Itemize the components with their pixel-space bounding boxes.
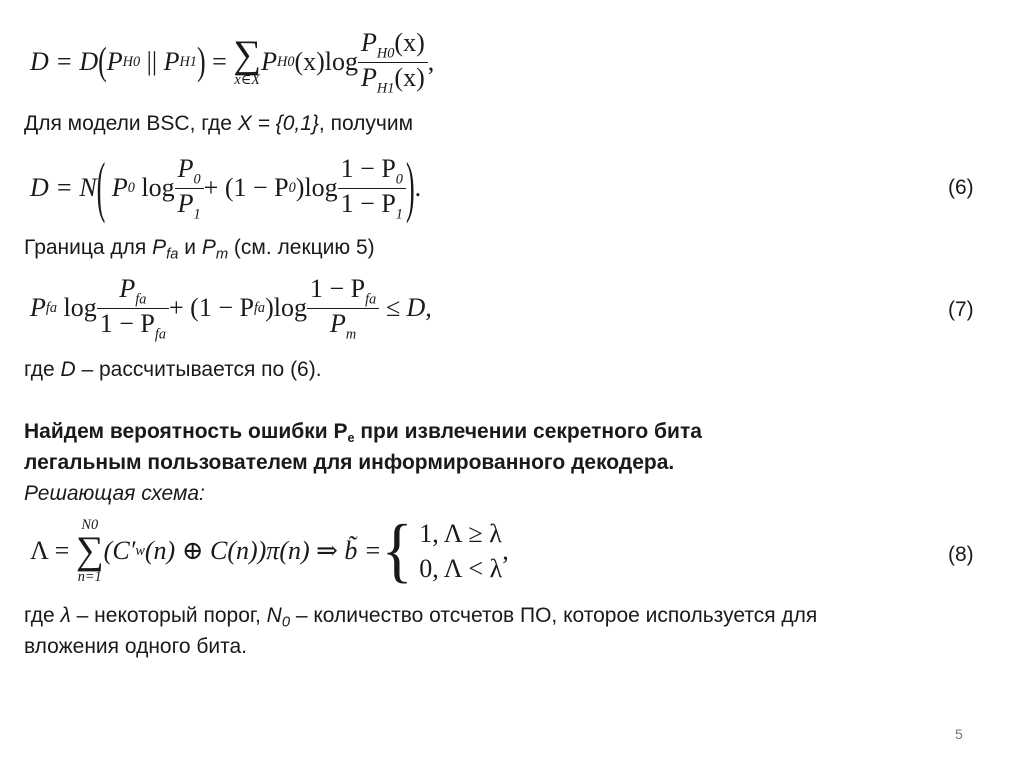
equation-label-7: (7) [948,298,974,321]
text-where-d-suffix: – рассчитывается по (6). [75,358,322,381]
formula-7-plus-sub: fa [253,299,266,316]
text-bound-prefix: Граница для [24,236,153,259]
text-bound-pfa-sub: fa [166,246,179,263]
formula-kl-arg-right: P [163,47,180,76]
formula-kl-lhs: D = D [30,47,99,76]
formula-kl-arg-left: P [106,47,123,76]
frac-num-sub: 0 [193,171,201,188]
text-where-d-prefix: где [24,358,61,381]
text-bound-and: и [178,236,202,259]
formula-6-t1: P [111,173,128,202]
frac-den: 1 − P [340,188,396,218]
sum-upper-limit: N0 [81,517,99,534]
formula-kl-eq: = [212,47,227,76]
text-bound [24,236,375,262]
frac-num-sub: fa [135,291,147,308]
heading-line-1a: Найдем вероятность ошибки P [24,420,348,443]
sum-symbol [233,33,262,89]
brace-icon: { [381,510,413,591]
paren-close: ) [196,39,206,83]
formula-7-t1-sub: fa [45,299,58,316]
frac-num-sub: 0 [395,171,403,188]
formula-8-body-a-sub: w [135,542,145,559]
frac-den-sub: 1 [193,205,201,222]
fraction-1 [175,154,204,223]
text-where-d-var: D [60,358,76,381]
formula-6-tail: . [414,173,422,202]
formula-kl-arg-left-sub: H0 [122,53,141,70]
cases [381,510,503,591]
decision-scheme-label: Решающая схема: [24,482,205,505]
formula-kl-divergence [30,22,434,102]
frac-den: P [329,308,346,338]
text-bsc-prefix: Для модели BSC, где [24,112,238,135]
formula-6-log: log [141,173,175,202]
fraction-2 [338,154,406,223]
case-1: 1, Λ ≥ λ [419,518,502,548]
formula-kl-arg-right-sub: H1 [179,53,197,70]
equation-label-6: (6) [948,176,974,199]
formula-7-plus: + (1 − P [169,293,254,322]
formula-7-tail: ≤ D, [385,293,432,322]
paren-close: ) [405,149,415,225]
formula-6-plus-close: )log [295,173,338,202]
text-lambda-b: – некоторый порог, [70,604,267,627]
sum-lower-limit: n=1 [77,568,102,585]
frac-num-sub: H0 [376,45,395,62]
text-bsc-set: X = {0,1} [237,112,319,135]
text-bsc [24,112,413,136]
frac-num-sub: fa [365,291,377,308]
heading-line-1b: при извлечении секретного бита [354,420,702,443]
page-number: 5 [955,726,963,742]
formula-kl-separator: || [146,47,158,76]
formula-6-t1-sub: 0 [127,179,135,196]
formula-8 [30,508,509,594]
frac-num: P [177,153,194,183]
frac-num: P [119,273,136,303]
text-where-lambda-line-2: вложения одного бита. [24,635,247,658]
frac-den-sub: fa [154,325,166,342]
formula-8-lhs: Λ = [30,536,70,565]
text-bound-pfa: P [152,236,167,259]
sum-symbol [76,518,104,584]
formula-kl-term-sub: H0 [277,53,295,70]
text-lambda-c: – количество отсчетов ПО, которое используется для [290,604,818,627]
frac-num: P [361,27,377,57]
heading-line-1 [24,420,702,445]
formula-7 [30,268,432,348]
frac-den-sub: H1 [376,79,395,96]
frac-num-arg: (x) [394,27,425,57]
frac-den-arg: (x) [394,62,425,92]
text-where-d [24,358,322,382]
formula-7-log: log [63,293,97,322]
formula-6-lhs: D = N [30,173,97,202]
sum-lower-limit: x∈X [234,72,261,89]
frac-den: P [361,62,377,92]
text-bound-pm: P [201,236,216,259]
formula-kl-tail: , [427,47,435,76]
formula-8-body-a: (C′ [103,536,136,565]
formula-7-plus-close: )log [265,293,307,322]
text-bound-pm-sub: m [215,246,229,263]
fraction [358,28,428,97]
frac-num: 1 − P [309,273,366,303]
text-lambda-n0-sub: 0 [281,614,291,631]
formula-6-plus: + (1 − P [203,173,289,202]
formula-6 [30,146,421,230]
fraction-1 [97,274,169,343]
sigma-icon: ∑ [75,529,104,573]
frac-den: 1 − P [99,308,155,338]
equation-label-8: (8) [948,543,974,566]
text-lambda-n0: N [266,604,282,627]
case-2: 0, Λ < λ [419,554,503,583]
text-bound-suffix: (см. лекцию 5) [228,236,375,259]
formula-6-plus-sub: 0 [288,179,296,196]
heading-sub-e: e [347,430,355,445]
fraction-2 [307,274,379,343]
formula-kl-term-arg: (x)log [294,47,359,76]
frac-den-sub: m [345,325,357,342]
text-lambda-a: где [24,604,61,627]
text-lambda-symbol: λ [60,604,71,627]
paren-open: ( [96,149,106,225]
heading-line-2: легальным пользователем для информированного декодера. [24,451,675,474]
text-where-lambda-line-1 [24,604,817,630]
formula-kl-term: P [261,47,277,76]
frac-den-sub: 1 [395,205,403,222]
formula-7-t1: P [30,293,46,322]
sigma-icon: ∑ [233,33,262,77]
paren-open: ( [98,39,107,83]
frac-den: P [177,188,194,218]
frac-num: 1 − P [340,153,396,183]
formula-8-body-b: (n) ⊕ C(n))π(n) ⇒ b̃ = [144,536,382,565]
formula-8-tail: , [502,536,509,565]
text-bsc-suffix: , получим [318,112,414,135]
